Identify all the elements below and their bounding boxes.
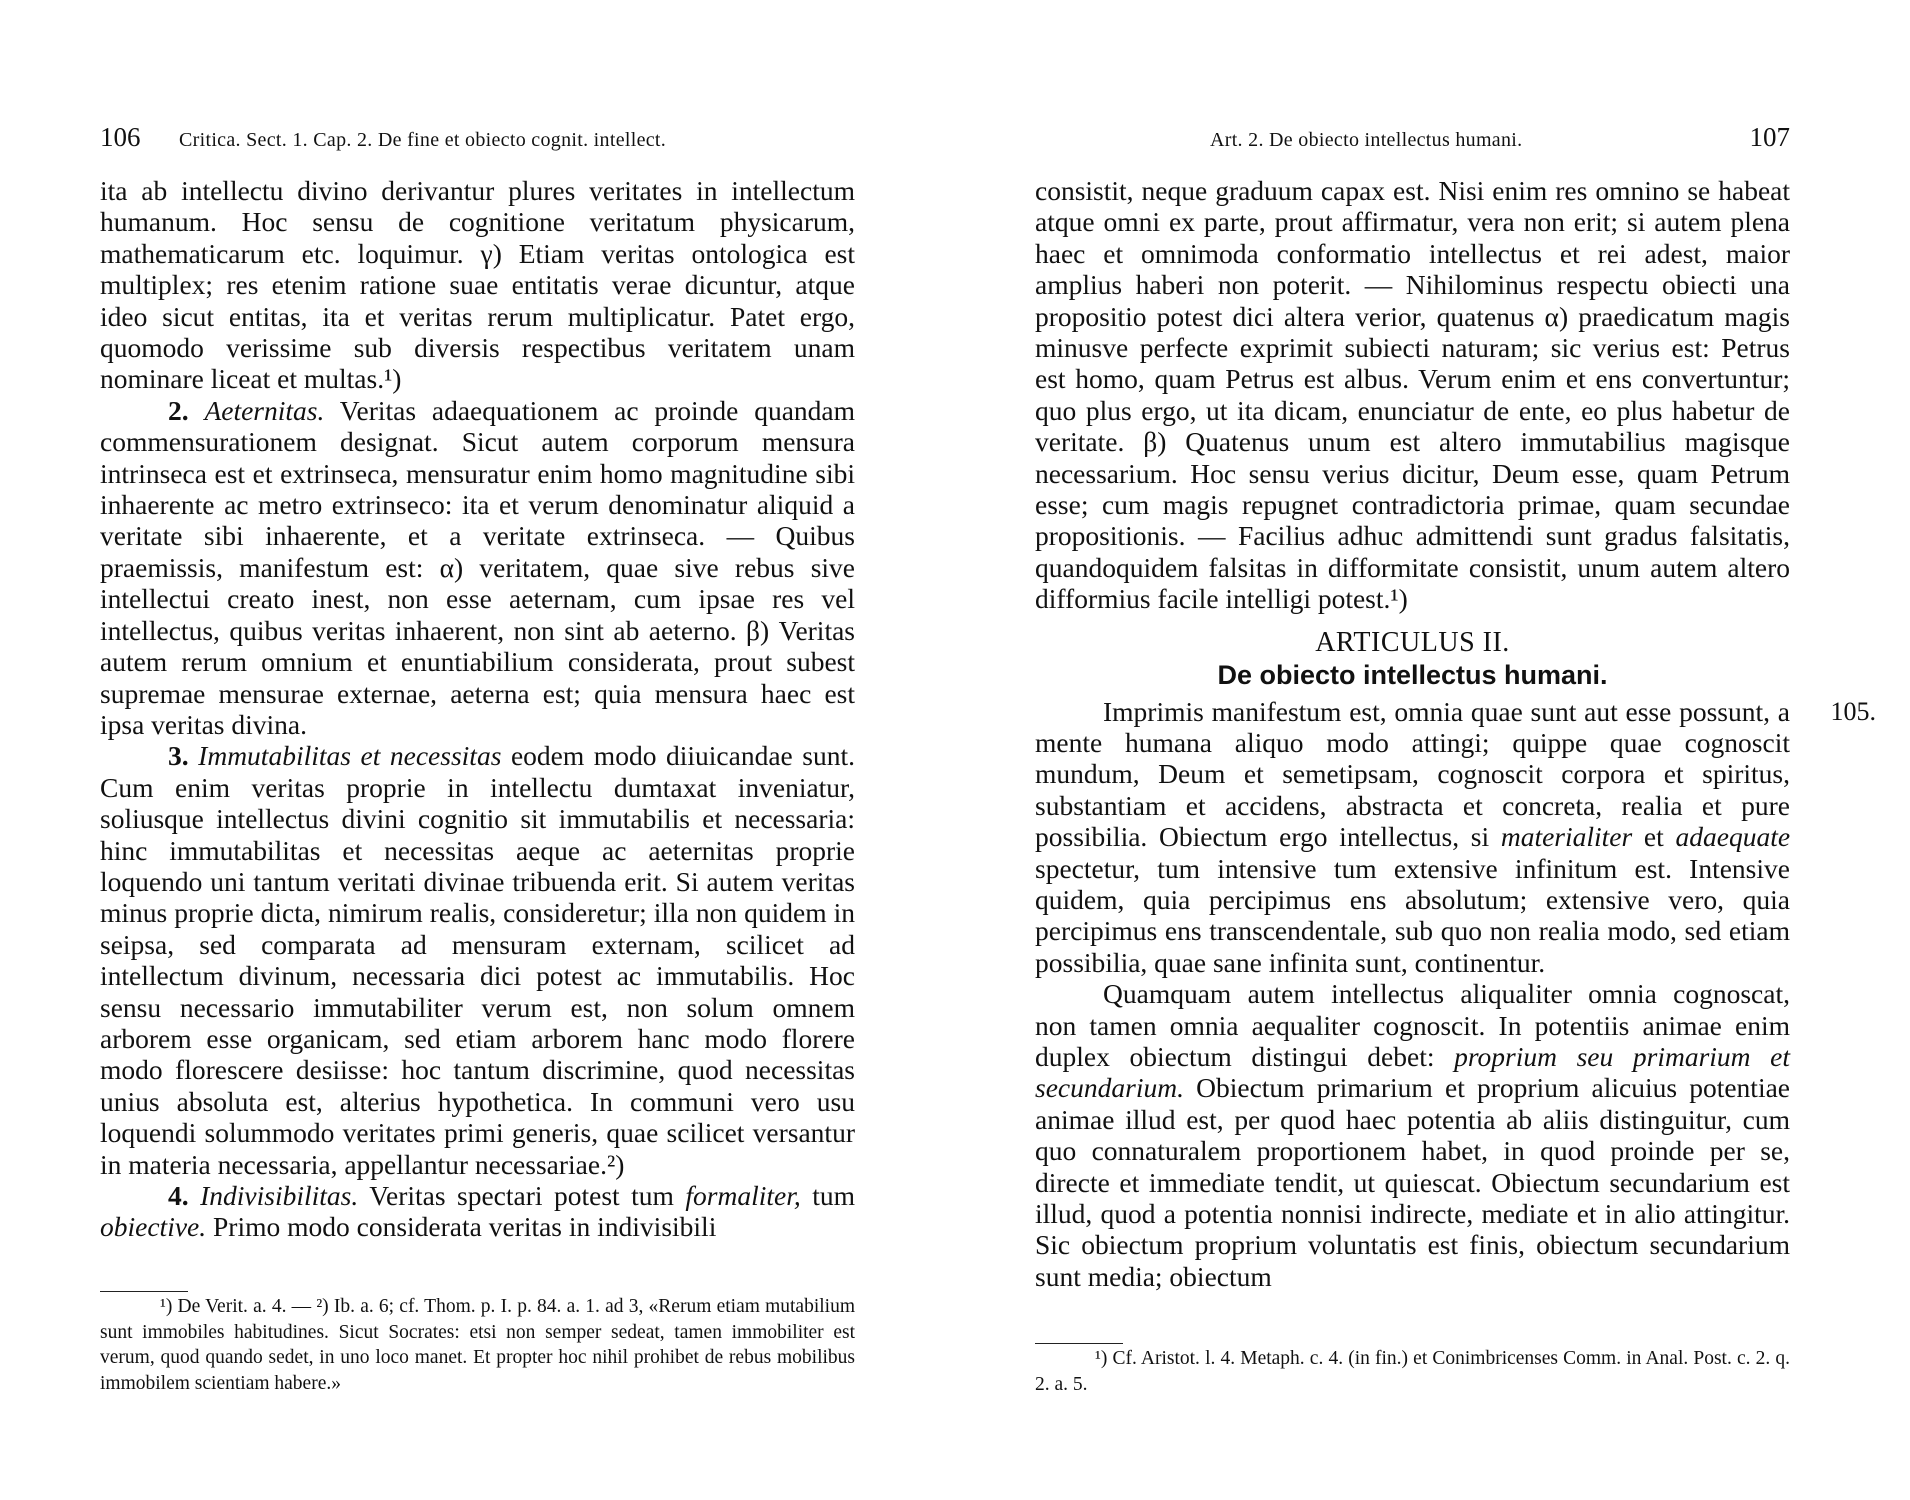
paragraph-text: et — [1643, 821, 1664, 853]
left-paragraph-aeternitas — [100, 395, 855, 740]
left-paragraph-1: ita ab intellectu divino derivantur plures veritates in intellectum humanum. Hoc sensu de cognitione veritatum physicarum, mathematicarum etc. loquimur. γ) Etiam veritas ontologica est multiplex; res etenim ratione suae entitatis verae dicuntur, atque ideo sicut entitas, ita et veritas rerum multiplicatur. Patet ergo, quomodo verissime sub diversis respectibus veritatem unam nominare liceat et multas.¹) — [100, 175, 855, 395]
section-text: Veritas spectari potest tum — [369, 1180, 674, 1211]
right-paragraph-3 — [1035, 978, 1790, 1292]
left-paragraph-indivisibilitas — [100, 1180, 855, 1243]
section-text: eodem modo diiuicandae sunt. Cum enim veritas proprie in intellectu dumtaxat inveniatur, soliusque intellectus divini cognitio sit immutabilis et necessaria: hinc immutabilitas et necessitas aeque ac aeternitas proprie loquendo uni tantum veritati divinae tribuenda erit. Si autem veritas minus proprie dicta, nimirum realis, consideretur; illa non quidem in seipsa, sed comparata ad mensuram externam, scilicet ad intellectum divinum, necessaria dici potest ac immutabilis. Hoc sensu necessario immutabiliter verum est, non solum omnem arborem esse organicam, sed etiam arborem hanc modo florere modo florescere desiisse: hoc tantum discrimine, quod necessitas unius absoluta est, alterius hypothetica. In communi vero usu loquendi solummodo veritates primi generis, quae scilicet versantur in materia necessaria, appellantur necessariae.²) — [100, 740, 855, 1180]
paragraph-text: Quamquam autem intellectus aliqualiter omnia cognoscat, non tamen omnia aequaliter cognoscit. In potentiis animae enim duplex obiectum distingui debet: — [1035, 978, 1790, 1072]
footnote-rule — [100, 1291, 188, 1292]
left-running-head: Critica. Sect. 1. Cap. 2. De fine et obiecto cognit. intellect. — [179, 129, 667, 151]
left-page-number: 106 — [100, 122, 141, 152]
right-page — [1035, 0, 1876, 1500]
section-term: Indivisibilitas. — [200, 1180, 359, 1211]
right-page-number: 107 — [1749, 122, 1790, 152]
right-paragraph-1: consistit, neque graduum capax est. Nisi enim res omnino se habeat atque omni ex parte, prout affirmatur, vera non erit; si autem plena haec et omnimoda conformatio intellectus et rei adest, maior amplius haberi non poterit. — Nihilominus respectu obiecti una propositio potest dici altera verior, quatenus α) praedicatum magis minusve perfecte exprimit subiecti naturam; sic verius est: Petrus est homo, quam Petrus est albus. Verum enim et ens convertuntur; quo plus ergo, ut ita dicam, enunciatur de ente, eo plus habetur de veritate. β) Quatenus unum est altero immutabilius magisque necessarium. Hoc sensu verius dicitur, Deum esse, quam Petrum esse; cum magis repugnet contradictoria primae, quam secundae propositionis. — Facilius adhuc admittendi sunt gradus falsitatis, quandoquidem falsitas in difformitate consistit, unum autem altero difformius facile intelligi potest.¹) — [1035, 175, 1790, 615]
right-paragraph-2 — [1035, 695, 1876, 979]
paragraph-text: Imprimis manifestum est, omnia quae sunt aut esse possunt, a mente humana aliquo modo attingi; quippe quae cognoscit mundum, Deum et semetipsam, cognoscit corpora et spiritus, substantiam et accidens, abstracta et concreta, realia et pure possibilia. Obiectum ergo intellectus, si — [1035, 695, 1790, 853]
section-text: tum — [812, 1180, 855, 1211]
left-body-text — [100, 175, 855, 1243]
left-running-header — [100, 122, 855, 162]
left-footnotes — [100, 1291, 855, 1396]
right-running-header — [1035, 122, 1790, 162]
right-running-head: Art. 2. De obiecto intellectus humani. — [1210, 129, 1523, 151]
section-text: Primo modo considerata veritas in indivisibili — [213, 1211, 717, 1243]
footnote-rule — [1035, 1343, 1123, 1344]
section-number: 2. — [168, 394, 189, 426]
left-footnote-1: ¹) De Verit. a. 4. — ²) Ib. a. 6; cf. Thom. p. I. p. 84. a. 1. ad 3, «Rerum etiam mutabilium sunt immobiles habitudines. Sicut Socrates: etsi non semper sedeat, tamen immobiliter est verum, quod quando sedet, in uno loco manet. Et propter hoc nihil prohibet de rebus mobilibus immobilem scientiam habere.» — [100, 1296, 855, 1394]
italic-term: proprium seu primarium et secundarium. — [1035, 1040, 1790, 1104]
right-body-text — [1035, 175, 1876, 1292]
left-page — [100, 0, 855, 1500]
section-term: Immutabilitas et necessitas — [198, 740, 502, 772]
right-footnotes — [1035, 1343, 1790, 1397]
section-term: Aeternitas. — [204, 394, 325, 426]
margin-number: 105. — [1830, 696, 1876, 726]
paragraph-text: spectetur, tum intensive tum extensive infinitum est. Intensive quidem, quia percipimus ens absolutum; extensive vero, quia percipimus ens transcendentale, sub quo non realia modo, sed etiam possibilia, quae sane infinita sunt, continentur. — [1035, 852, 1790, 978]
article-title: De obiecto intellectus humani. — [1217, 660, 1608, 691]
italic-term: materialiter — [1500, 821, 1633, 853]
section-number: 4. — [168, 1180, 189, 1211]
articulus-heading: ARTICULUS II. — [1315, 626, 1510, 658]
italic-term: obiective. — [100, 1211, 207, 1243]
section-text: Veritas adaequationem ac proinde quandam commensurationem designat. Sicut autem corporum mensura intrinseca est et extrinseca, mensuratur enim homo magnitudine sibi inhaerente ac metro extrinseco: ita et verum denominatur aliquid a veritate sibi inhaerente, et a veritate extrinseca. — Quibus praemissis, manifestum est: α) veritatem, quae sive rebus sive intellectui creato inest, non esse aeternam, cum ipsae res vel intellectus, quibus veritas inhaerent, non sint ab aeterno. β) Veritas autem rerum omnium et enuntiabilium considerata, prout subest supremae mensurae externae, aeterna est; quia mensura haec est ipsa veritas divina. — [100, 394, 856, 740]
left-paragraph-immutabilitas — [100, 740, 855, 1180]
section-number: 3. — [168, 740, 189, 772]
italic-term: adaequate — [1675, 821, 1791, 853]
italic-term: formaliter, — [685, 1180, 801, 1211]
right-footnote-1: ¹) Cf. Aristot. l. 4. Metaph. c. 4. (in fin.) et Conimbricenses Comm. in Anal. Post. c. 2. q. 2. a. 5. — [1035, 1348, 1790, 1395]
paragraph-text: Obiectum primarium et proprium alicuius potentiae animae illud est, per quod haec potentia ab aliis distinguitur, cum quo connaturalem proportionem habet, in quod proinde per se, directe et immediate tendit, ut quiescat. Obiectum secundarium est illud, quod a potentia nonnisi indirecte, mediate et in alio attingitur. Sic obiectum proprium voluntatis est finis, obiectum secundarium sunt media; obiectum — [1035, 1072, 1790, 1292]
